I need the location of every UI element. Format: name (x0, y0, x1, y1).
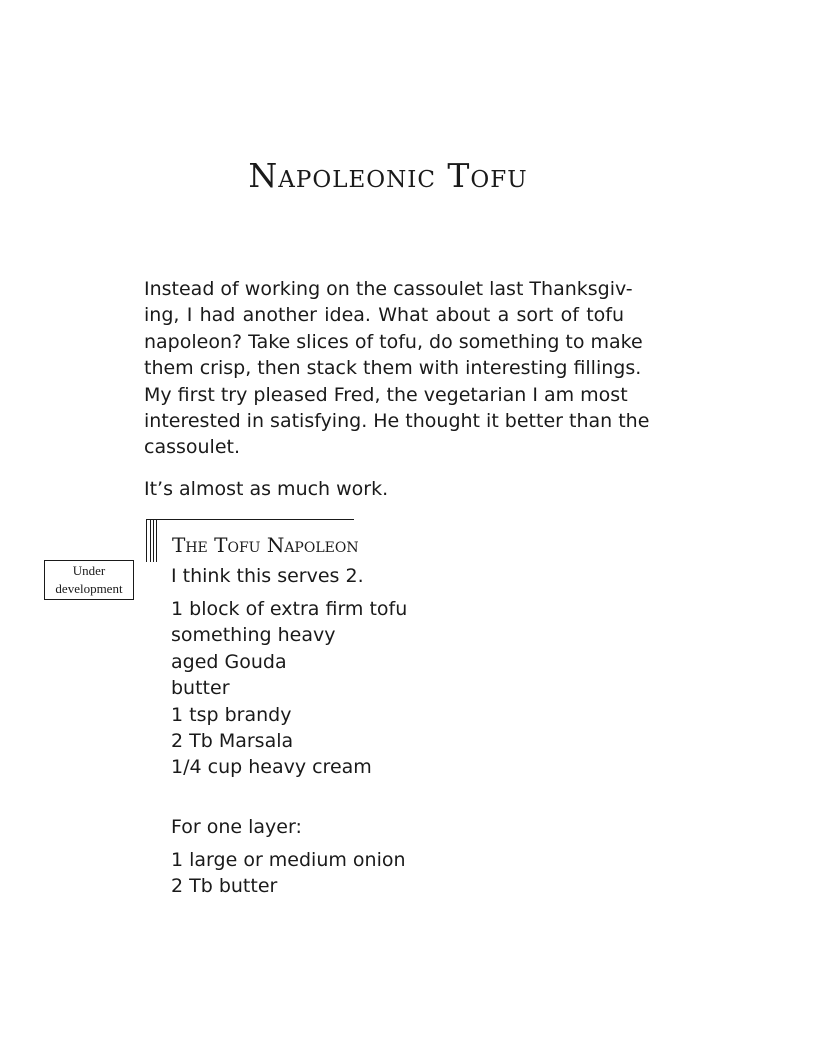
intro-line: My first try pleased Fred, the vegetarian I am most (144, 383, 628, 406)
intro-line: interested in satisfying. He thought it better than the (144, 410, 650, 433)
margin-note-line: development (55, 581, 123, 596)
recipe-marker-bars (146, 519, 157, 562)
ingredient-item: aged Gouda (171, 650, 287, 673)
margin-note (44, 560, 134, 600)
intro-line: Instead of working on the cassoulet last Thanksgiv- (144, 278, 633, 300)
layer-ingredient-list (171, 847, 406, 900)
ingredient-item: 2 Tb butter (171, 875, 278, 898)
margin-note-line: Under (72, 563, 106, 578)
ingredient-item: something heavy (171, 624, 336, 647)
ingredient-item: 2 Tb Marsala (171, 730, 294, 753)
ingredient-item: 1 block of extra firm tofu (171, 598, 408, 620)
ingredient-item: 1 large or medium onion (171, 849, 406, 871)
layer-heading: For one layer: (171, 816, 302, 838)
recipe-title: The Tofu Napoleon (172, 533, 359, 557)
recipe-top-rule (146, 519, 354, 520)
intro-line: cassoulet. (144, 436, 241, 459)
intro-paragraph (144, 276, 650, 461)
ingredient-item: 1 tsp brandy (171, 703, 292, 726)
intro-line: napoleon? Take slices of tofu, do something to make (144, 330, 643, 353)
aside-paragraph: It’s almost as much work. (144, 478, 389, 500)
intro-line: them crisp, then stack them with interesting fillings. (144, 357, 642, 380)
page-title: Napoleonic Tofu (248, 156, 528, 195)
ingredient-list (171, 596, 407, 781)
ingredient-item: butter (171, 677, 230, 700)
intro-line: ing, I had another idea. What about a sort of tofu (144, 304, 624, 327)
serves-note: I think this serves 2. (171, 565, 364, 587)
ingredient-item: 1/4 cup heavy cream (171, 756, 372, 779)
